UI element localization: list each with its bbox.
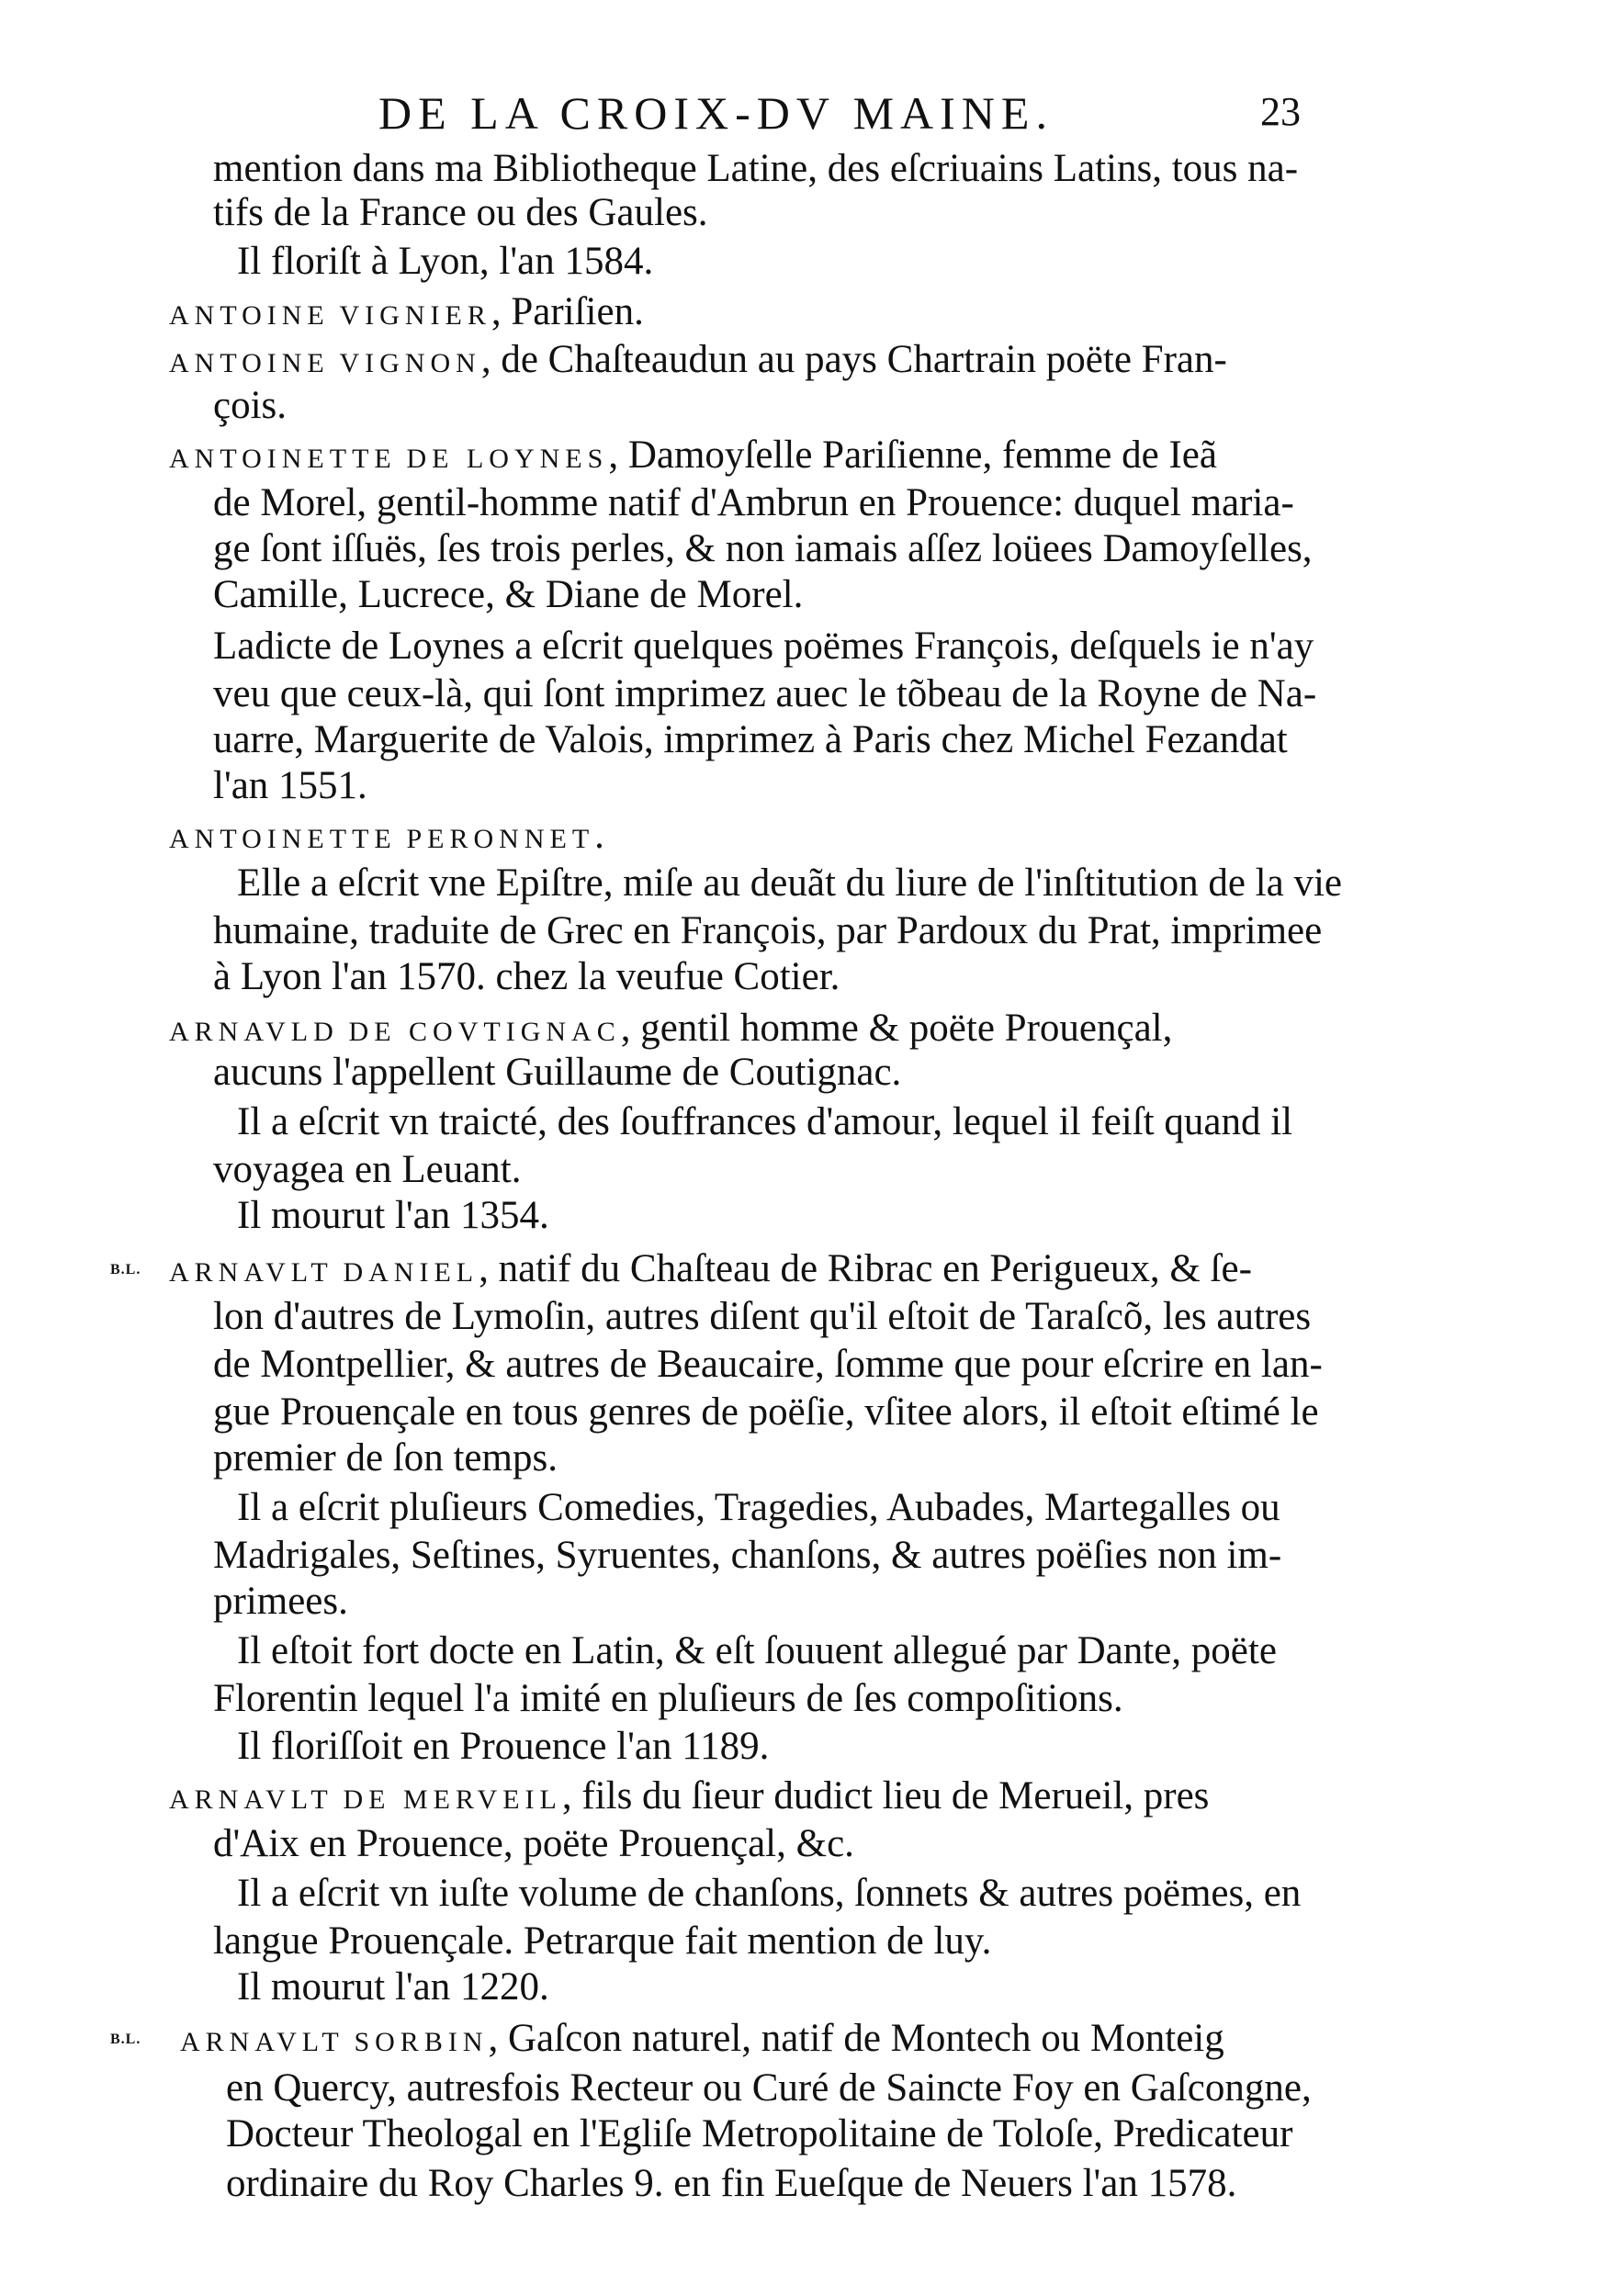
- entry-heading-line: [169, 435, 1217, 475]
- entry-name-first: ANTOINE: [169, 300, 330, 331]
- entry-name-first: ARNAVLT: [180, 2027, 344, 2057]
- text-line: Florentin lequel l'a imité en pluſieurs de ſes compoſitions.: [213, 1677, 1123, 1720]
- text-line: Il a eſcrit pluſieurs Comedies, Tragedies, Aubades, Martegalles ou: [237, 1486, 1280, 1529]
- text-line: l'an 1551.: [213, 764, 367, 807]
- entry-text: , gentil homme & poëte Prouençal,: [620, 1007, 1173, 1050]
- entry-name-second: SORBIN: [354, 2027, 489, 2057]
- text-line: Il mourut l'an 1354.: [237, 1194, 549, 1237]
- text-line: Madrigales, Seſtines, Syruentes, chanſons, & autres poëſies non im-: [213, 1534, 1282, 1577]
- text-line: gue Prouençale en tous genres de poëſie, vſitee alors, il eſtoit eſtimé le: [213, 1390, 1319, 1434]
- text-line: Ladicte de Loynes a eſcrit quelques poëmes François, deſquels ie n'ay: [213, 625, 1314, 668]
- text-line: Il a eſcrit vn traicté, des ſouffrances d'amour, lequel il feiſt quand il: [237, 1100, 1293, 1143]
- entry-heading-line: [169, 292, 644, 332]
- entry-name-first: ANTOINETTE: [169, 444, 397, 474]
- text-line: Il floriſſoit en Prouence l'an 1189.: [237, 1725, 770, 1768]
- entry-text: , de Chaſteaudun au pays Chartrain poëte Fran-: [480, 338, 1227, 381]
- entry-name-second: DE LOYNES: [406, 444, 609, 474]
- text-line: premier de ſon temps.: [213, 1436, 558, 1480]
- text-line: ge ſont iſſuës, ſes trois perles, & non iamais aſſez loüees Damoyſelles,: [213, 527, 1313, 570]
- text-line: çois.: [213, 384, 288, 427]
- text-line: veu que ceux-là, qui ſont imprimez auec le tõbeau de la Royne de Na-: [213, 672, 1317, 715]
- margin-note: B.L.: [110, 1262, 141, 1277]
- entry-name-second: DE COVTIGNAC: [348, 1017, 621, 1047]
- entry-name-first: ARNAVLT: [169, 1257, 333, 1288]
- entry-text: , Pariſien.: [491, 290, 644, 333]
- entry-heading-line: [169, 1776, 1209, 1816]
- text-line: Elle a eſcrit vne Epiſtre, miſe au deuãt du liure de l'inſtitution de la vie: [237, 861, 1342, 905]
- margin-note: B.L.: [110, 2032, 141, 2047]
- entry-name-second: DE MERVEIL: [343, 1784, 562, 1815]
- entry-text: , Gaſcon naturel, natif de Montech ou Monteig: [488, 2017, 1224, 2060]
- entry-name-first: ANTOINETTE: [169, 824, 397, 854]
- text-line: d'Aix en Prouence, poëte Prouençal, &c.: [213, 1822, 854, 1865]
- text-line: en Quercy, autresfois Recteur ou Curé de Saincte Foy en Gaſcongne,: [226, 2066, 1312, 2110]
- text-line: Il eſtoit fort docte en Latin, & eſt ſouuent allegué par Dante, poëte: [237, 1629, 1277, 1672]
- text-line: Il mourut l'an 1220.: [237, 1965, 549, 2009]
- text-line: ordinaire du Roy Charles 9. en fin Eueſque de Neuers l'an 1578.: [226, 2162, 1237, 2205]
- text-line: mention dans ma Bibliotheque Latine, des eſcriuains Latins, tous na-: [213, 147, 1299, 190]
- text-line: primees.: [213, 1580, 348, 1623]
- entry-heading-line: [169, 1249, 1252, 1289]
- entry-heading-line: [180, 2019, 1224, 2058]
- entry-heading-line: [169, 340, 1227, 379]
- text-line: Docteur Theologal en l'Egliſe Metropolitaine de Toloſe, Predicateur: [226, 2112, 1293, 2155]
- entry-text: .: [594, 814, 604, 857]
- text-line: Il floriſt à Lyon, l'an 1584.: [237, 240, 654, 283]
- text-line: Camille, Lucrece, & Diane de Morel.: [213, 573, 804, 616]
- entry-name-first: ARNAVLD: [169, 1017, 339, 1047]
- text-line: Il a eſcrit vn iuſte volume de chanſons, ſonnets & autres poëmes, en: [237, 1872, 1302, 1915]
- entry-name-first: ARNAVLT: [169, 1784, 333, 1815]
- entry-text: , fils du ſieur dudict lieu de Merueil, pres: [561, 1774, 1210, 1818]
- entry-name-second: VIGNON: [339, 348, 481, 378]
- text-line: uarre, Marguerite de Valois, imprimez à Paris chez Michel Fezandat: [213, 718, 1288, 761]
- text-line: de Montpellier, & autres de Beaucaire, ſomme que pour eſcrire en lan-: [213, 1343, 1323, 1386]
- entry-text: , natif du Chaſteau de Ribrac en Perigueux, & ſe-: [479, 1247, 1252, 1290]
- running-header: DE LA CROIX-DV MAINE.: [378, 87, 1054, 139]
- entry-text: , Damoyſelle Pariſienne, femme de Ieã: [608, 433, 1217, 477]
- entry-heading-line: [169, 816, 604, 855]
- text-line: voyagea en Leuant.: [213, 1148, 522, 1191]
- text-line: lon d'autres de Lymoſin, autres diſent qu'il eſtoit de Taraſcõ, les autres: [213, 1295, 1312, 1338]
- text-line: langue Prouençale. Petrarque fait mention de luy.: [213, 1919, 992, 1963]
- entry-name-second: VIGNIER: [339, 300, 491, 331]
- entry-heading-line: [169, 1008, 1172, 1048]
- text-line: de Morel, gentil-homme natif d'Ambrun en Prouence: duquel maria-: [213, 481, 1294, 524]
- entry-name-first: ANTOINE: [169, 348, 330, 378]
- text-line: aucuns l'appellent Guillaume de Coutignac.: [213, 1051, 902, 1094]
- text-line: tifs de la France ou des Gaules.: [213, 191, 708, 234]
- text-line: à Lyon l'an 1570. chez la veufue Cotier.: [213, 955, 840, 998]
- text-line: humaine, traduite de Grec en François, par Pardoux du Prat, imprimee: [213, 909, 1323, 952]
- entry-name-second: DANIEL: [343, 1257, 479, 1288]
- page-number: 23: [1260, 89, 1301, 134]
- entry-name-second: PERONNET: [406, 824, 595, 854]
